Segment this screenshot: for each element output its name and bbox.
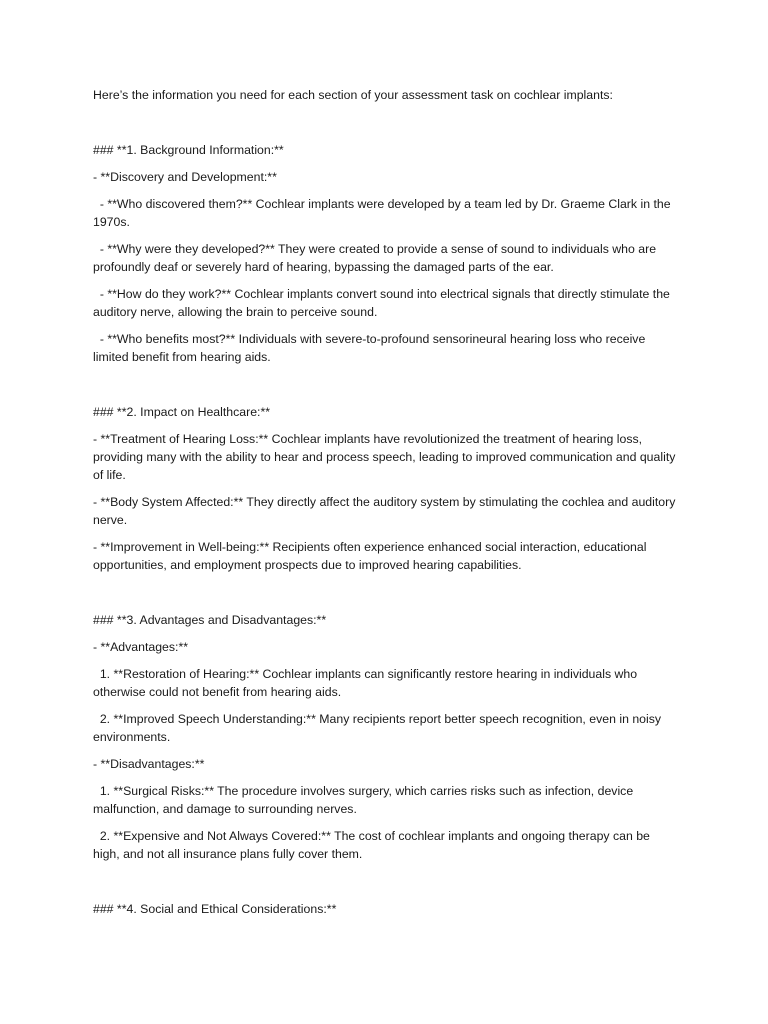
- section-2-item: - **Body System Affected:** They directly affect the auditory system by stimulating the cochlea and auditory nerve.: [93, 495, 679, 527]
- advantage-item: 2. **Improved Speech Understanding:** Many recipients report better speech recognition, even in noisy environments.: [93, 712, 665, 744]
- intro-paragraph: Here’s the information you need for each section of your assessment task on cochlear implants:: [93, 88, 613, 102]
- disadvantage-item: 2. **Expensive and Not Always Covered:** The cost of cochlear implants and ongoing therapy can be high, and not all insurance plans fully cover them.: [93, 829, 654, 861]
- section-1-item: - **Who benefits most?** Individuals with severe-to-profound sensorineural hearing loss who receive limited benefit from hearing aids.: [93, 332, 649, 364]
- document-body: [93, 86, 678, 918]
- section-1-subheading: - **Discovery and Development:**: [93, 170, 277, 184]
- section-4-heading: ### **4. Social and Ethical Considerations:**: [93, 902, 337, 916]
- section-2-item: - **Treatment of Hearing Loss:** Cochlear implants have revolutionized the treatment of hearing loss, providing many with the ability to hear and process speech, leading to improved communication and quality of life.: [93, 432, 679, 482]
- section-2-item: - **Improvement in Well-being:** Recipients often experience enhanced social interaction, educational opportunities, and employment prospects due to improved hearing capabilities.: [93, 540, 650, 572]
- section-3-heading: ### **3. Advantages and Disadvantages:**: [93, 613, 327, 627]
- section-1-item: - **How do they work?** Cochlear implants convert sound into electrical signals that directly stimulate the auditory nerve, allowing the brain to perceive sound.: [93, 287, 674, 319]
- advantage-item: 1. **Restoration of Hearing:** Cochlear implants can significantly restore hearing in individuals who otherwise could not benefit from hearing aids.: [93, 667, 641, 699]
- section-1-item: - **Who discovered them?** Cochlear implants were developed by a team led by Dr. Graeme Clark in the 1970s.: [93, 197, 674, 229]
- section-1-item: - **Why were they developed?** They were created to provide a sense of sound to individuals who are profoundly deaf or severely hard of hearing, bypassing the damaged parts of the ear.: [93, 242, 660, 274]
- section-1-heading: ### **1. Background Information:**: [93, 143, 284, 157]
- section-2-heading: ### **2. Impact on Healthcare:**: [93, 405, 271, 419]
- disadvantages-label: - **Disadvantages:**: [93, 757, 205, 771]
- advantages-label: - **Advantages:**: [93, 640, 189, 654]
- disadvantage-item: 1. **Surgical Risks:** The procedure involves surgery, which carries risks such as infection, device malfunction, and damage to surrounding nerves.: [93, 784, 637, 816]
